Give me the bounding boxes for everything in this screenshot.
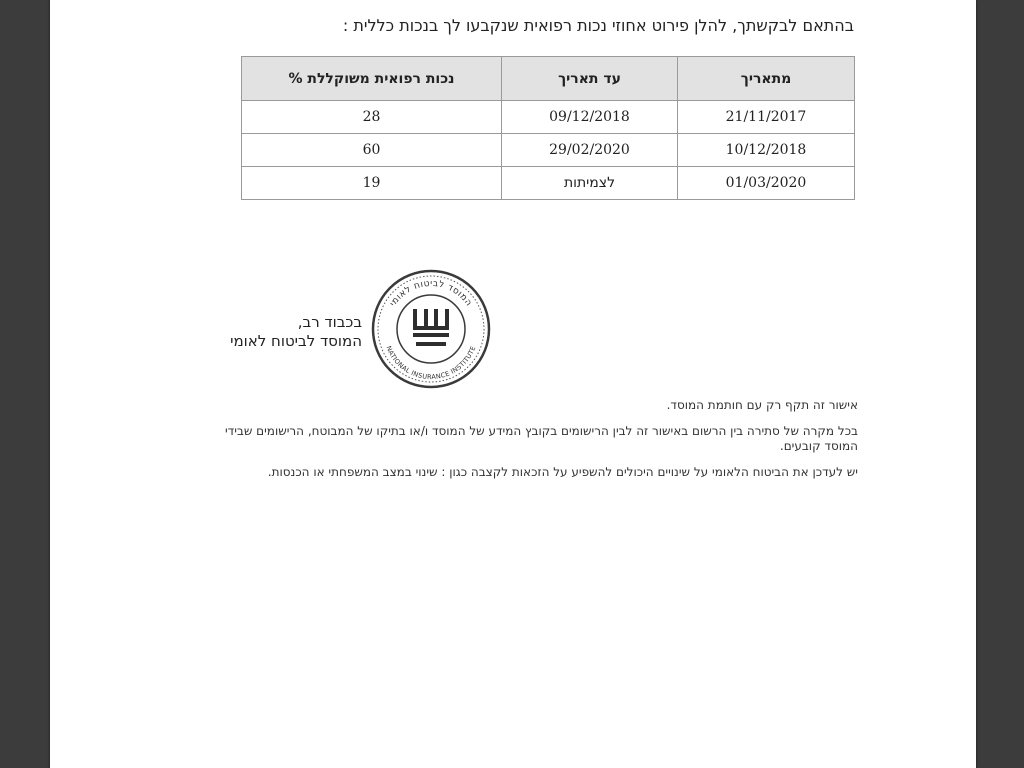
viewer-right-border: [976, 0, 1024, 768]
document-page: [50, 0, 976, 768]
column-header-percent: נכות רפואית משוקללת %: [242, 57, 502, 101]
table-row: [242, 101, 855, 134]
table-header-row: [242, 57, 855, 101]
note-validity: אישור זה תקף רק עם חותמת המוסד.: [666, 398, 858, 412]
viewer-left-border: [0, 0, 50, 768]
column-header-to: עד תאריך: [502, 57, 678, 101]
cell-from: 01/03/2020: [678, 167, 855, 200]
cell-from: 21/11/2017: [678, 101, 855, 134]
cell-percent: 60: [242, 134, 502, 167]
table-row: [242, 134, 855, 167]
signoff-institution: המוסד לביטוח לאומי: [230, 332, 362, 350]
seal-text-top: המוסד לביטוח לאומי: [388, 278, 474, 309]
cell-percent: 19: [242, 167, 502, 200]
column-header-from: מתאריך: [678, 57, 855, 101]
institute-emblem-icon: [415, 311, 447, 344]
cell-from: 10/12/2018: [678, 134, 855, 167]
cell-to: לצמיתות: [502, 167, 678, 200]
cell-percent: 28: [242, 101, 502, 134]
seal-text-bottom: NATIONAL INSURANCE INSTITUTE: [384, 344, 478, 382]
note-update: יש לעדכן את הביטוח הלאומי על שינויים היכולים להשפיע על הזכאות לקצבה כגון : שינוי במצב המשפחתי או הכנסות.: [267, 465, 858, 479]
signoff-greeting: בכבוד רב,: [297, 313, 362, 331]
svg-text:המוסד לביטוח לאומי: [388, 279, 473, 309]
notes-block: [198, 398, 858, 491]
table-row: [242, 167, 855, 200]
disability-percent-table: [241, 56, 855, 200]
cell-to: 29/02/2020: [502, 134, 678, 167]
cell-to: 09/12/2018: [502, 101, 678, 134]
intro-text: בהתאם לבקשתך, להלן פירוט אחוזי נכות רפואית שנקבעו לך בנכות כללית :: [342, 16, 854, 35]
institute-seal-stamp: [370, 268, 492, 390]
note-conflict: בכל מקרה של סתירה בין הרשום באישור זה לבין הרישומים בקובץ המידע של המוסד ו/או בתיקו של המבוטח, הרישומים שבידי המוסד קובעים.: [224, 424, 858, 453]
signoff-block: [230, 313, 362, 351]
